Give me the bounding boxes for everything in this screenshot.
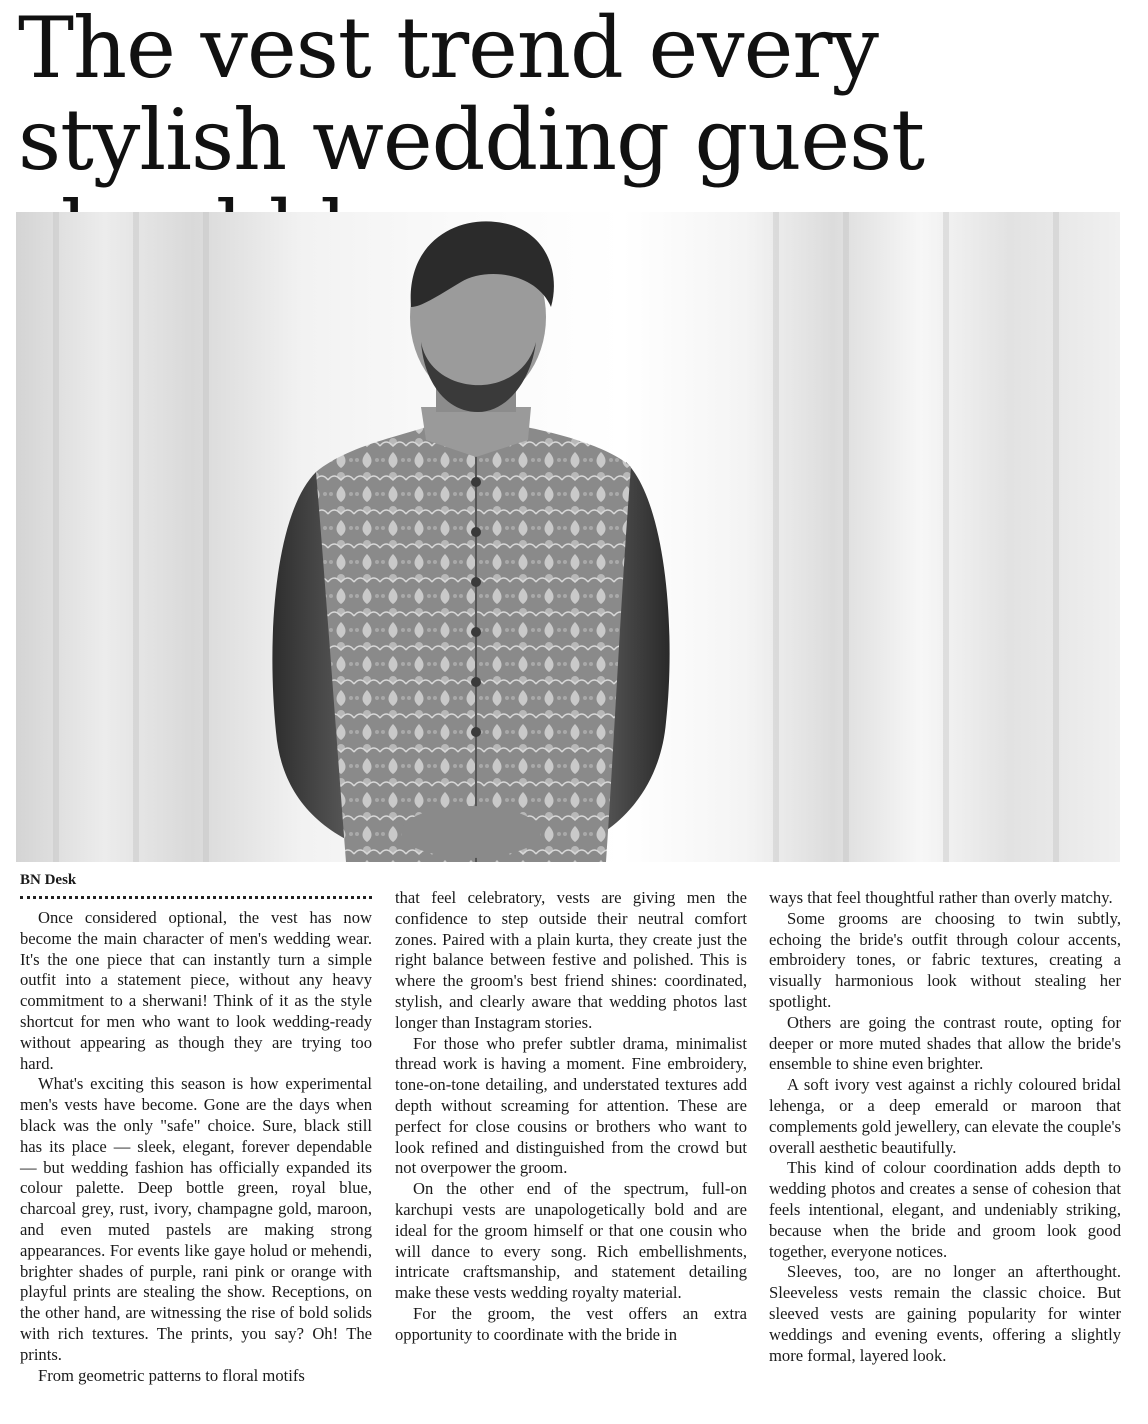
paragraph: that feel celebratory, vests are giving men the confidence to step outside their neutral comfort zones. Paired with a plain kurta, they create just the right balance between festive and polished. This is where the groom's best friend shines: coordinated, stylish, and clearly aware that wedding photos last longer than Instagram stories. xyxy=(395,888,747,1032)
paragraph: What's exciting this season is how experimental men's vests have become. Gone are the days when black was the only "safe" choice. Sure, black still has its place — sleek, elegant, forever dependable — but wedding fashion has officially expanded its colour palette. Deep bottle green, royal blue, charcoal grey, rust, ivory, champagne gold, maroon, and even muted pastels are making strong appearances. For events like gaye holud or mehendi, brighter shades of purple, rani pink or orange with playful prints are stealing the show. Receptions, on the other hand, are witnessing the rise of bold solids with rich textures. The prints, you say? Oh! The prints. xyxy=(20,1074,372,1364)
paragraph: Once considered optional, the vest has now become the main character of men's wedding wear. It's the one piece that can instantly turn a simple outfit into a statement piece, without any heavy commitment to a sherwani! Think of it as the style shortcut for men who want to look wedding-ready without appearing as though they are trying too hard. xyxy=(20,908,372,1073)
paragraph: ways that feel thoughtful rather than overly matchy. xyxy=(769,888,1113,907)
article-column-1 xyxy=(20,908,372,1386)
paragraph: From geometric patterns to floral motifs xyxy=(38,1365,305,1385)
article-column-3 xyxy=(769,888,1121,1366)
paragraph: For those who prefer subtler drama, minimalist thread work is having a moment. Fine embroidery, tone-on-tone detailing, and understated textures add depth without screaming for attention. These are perfect for close cousins or brothers who want to look refined and distinguished from the crowd but not overpower the groom. xyxy=(395,1033,747,1178)
paragraph: This kind of colour coordination adds depth to wedding photos and creates a sense of cohesion that feels intentional, elegant, and undeniably striking, because when the bride and groom look good together, everyone notices. xyxy=(769,1158,1121,1261)
paragraph: A soft ivory vest against a richly coloured bridal lehenga, or a deep emerald or maroon that complements gold jewellery, can elevate the couple's overall aesthetic beautifully. xyxy=(769,1075,1121,1157)
paragraph: Sleeves, too, are no longer an afterthought. Sleeveless vests remain the classic choice. But sleeved vests are gaining popularity for winter weddings and evening events, offering a slightly more formal, layered look. xyxy=(769,1262,1121,1365)
paragraph: On the other end of the spectrum, full-on karchupi vests are unapologetically bold and are ideal for the groom himself or that one cousin who will dance to every song. Rich embellishments, intricate craftsmanship, and statement detailing make these vests wedding royalty material. xyxy=(395,1179,747,1303)
article-column-2 xyxy=(395,888,747,1346)
paragraph: Others are going the contrast route, opting for deeper or more muted shades that allow the bride's ensemble to shine even brighter. xyxy=(769,1012,1121,1074)
paragraph: Some grooms are choosing to twin subtly, echoing the bride's outfit through colour accents, embroidery tones, or fabric textures, creating a visually harmonious look without stealing her spotlight. xyxy=(769,908,1121,1011)
headline: The vest trend every stylish wedding guest xyxy=(18,0,924,189)
byline: BN Desk xyxy=(20,872,372,899)
groom-in-embroidered-vest-photo xyxy=(16,212,1120,862)
paragraph: For the groom, the vest offers an extra opportunity to coordinate with the bride in xyxy=(395,1303,747,1344)
